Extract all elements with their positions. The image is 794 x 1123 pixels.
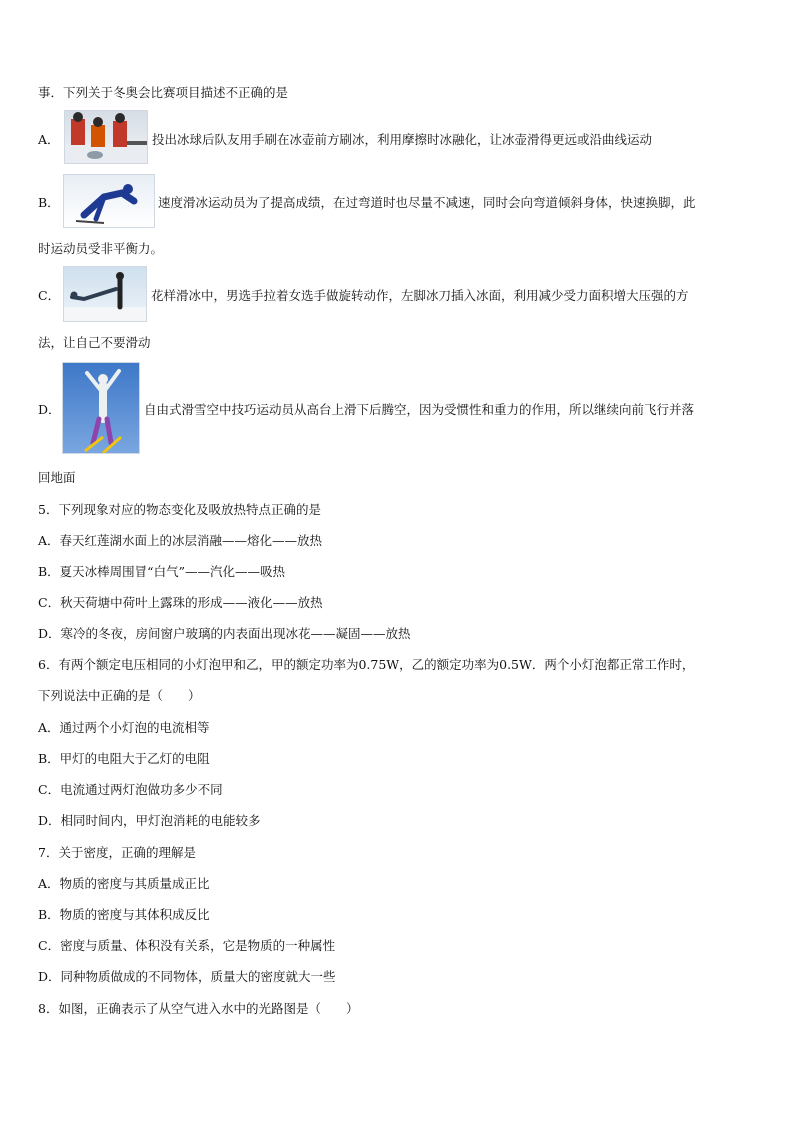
q6-stem-cont: 下列说法中正确的是（ ）: [38, 688, 201, 703]
figure-skating-photo: [63, 266, 147, 322]
curling-photo: [64, 110, 148, 164]
q6-option-d: D．相同时间内，甲灯泡消耗的电能较多: [38, 813, 261, 828]
q4-option-b-label: B．: [38, 195, 60, 210]
q4-option-a-text: 投出冰球后队友用手刷在冰壶前方刷冰，利用摩擦时冰融化，让冰壶滑得更远或沿曲线运动: [152, 132, 653, 147]
q7-stem: 7．关于密度，正确的理解是: [38, 845, 196, 860]
q7-option-b: B．物质的密度与其体积成反比: [38, 907, 210, 922]
q5-option-a: A．春天红莲湖水面上的冰层消融——熔化——放热: [38, 533, 323, 548]
q4-stem: 事．下列关于冬奥会比赛项目描述不正确的是: [38, 85, 289, 100]
q4-option-b-cont: 时运动员受非平衡力。: [38, 241, 164, 256]
q4-option-d-cont: 回地面: [38, 470, 76, 485]
q5-option-b: B．夏天冰棒周围冒“白气”——汽化——吸热: [38, 564, 285, 579]
q5-stem: 5．下列现象对应的物态变化及吸放热特点正确的是: [38, 502, 321, 517]
q4-option-c-label: C．: [38, 288, 61, 303]
q4-option-a-label: A．: [38, 132, 60, 147]
q5-option-d: D．寒冷的冬夜，房间窗户玻璃的内表面出现冰花——凝固——放热: [38, 626, 411, 641]
q7-option-a: A．物质的密度与其质量成正比: [38, 876, 210, 891]
q4-option-d-label: D．: [38, 402, 61, 417]
q6-option-a: A．通过两个小灯泡的电流相等: [38, 720, 210, 735]
q4-option-b-text: 速度滑冰运动员为了提高成绩，在过弯道时也尽量不减速，同时会向弯道倾斜身体，快速换脚，此: [158, 195, 696, 210]
q4-option-c-text: 花样滑冰中，男选手拉着女选手做旋转动作，左脚冰刀插入冰面，利用减少受力面积增大压强的方: [151, 288, 689, 303]
speed-skating-photo: [63, 174, 155, 228]
q6-option-c: C．电流通过两灯泡做功多少不同: [38, 782, 223, 797]
q7-option-d: D．同种物质做成的不同物体，质量大的密度就大一些: [38, 969, 336, 984]
q6-option-b: B．甲灯的电阻大于乙灯的电阻: [38, 751, 210, 766]
q6-stem: 6．有两个额定电压相同的小灯泡甲和乙，甲的额定功率为0.75W，乙的额定功率为0.5W．两个小灯泡都正常工作时，: [38, 657, 695, 672]
q4-option-c-cont: 法，让自己不要滑动: [38, 335, 151, 350]
q5-option-c: C．秋天荷塘中荷叶上露珠的形成——液化——放热: [38, 595, 323, 610]
q4-option-d-text: 自由式滑雪空中技巧运动员从高台上滑下后腾空，因为受惯性和重力的作用，所以继续向前飞行并落: [144, 402, 695, 417]
aerial-skiing-photo: [62, 362, 140, 454]
q8-stem: 8．如图，正确表示了从空气进入水中的光路图是（ ）: [38, 1001, 359, 1016]
q7-option-c: C．密度与质量、体积没有关系，它是物质的一种属性: [38, 938, 336, 953]
